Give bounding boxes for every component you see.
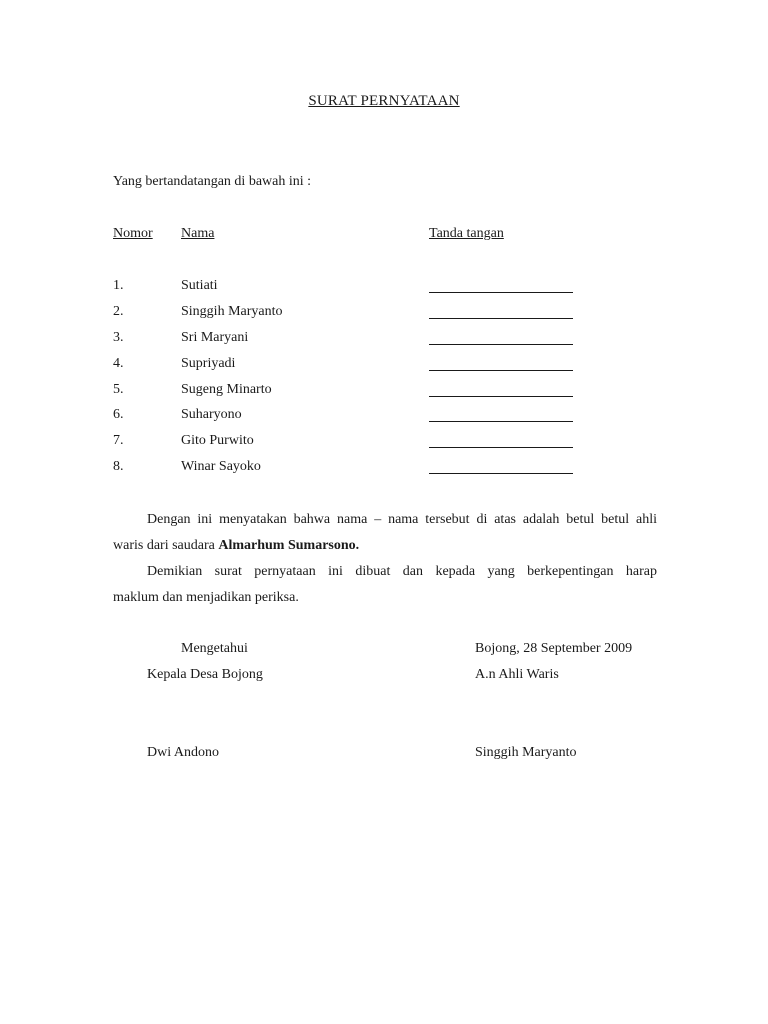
deceased-name: Almarhum Sumarsono.: [218, 538, 360, 553]
row-name: Singgih Maryanto: [181, 304, 283, 319]
village-head-name: Dwi Andono: [147, 745, 219, 760]
signature-line: [429, 370, 573, 371]
signature-line: [429, 344, 573, 345]
place-date: Bojong, 28 September 2009: [475, 641, 633, 656]
signature-line: [429, 421, 573, 422]
row-number: 7.: [113, 433, 124, 448]
header-number: Nomor: [113, 226, 153, 241]
intro-text: Yang bertandatangan di bawah ini :: [113, 174, 312, 189]
row-number: 1.: [113, 278, 124, 293]
statement-text: waris dari saudara: [113, 538, 219, 553]
statement-line-1: Dengan ini menyatakan bahwa nama – nama tersebut di atas adalah betul betul ahli: [147, 512, 657, 527]
row-name: Sri Maryani: [181, 330, 249, 345]
signature-line: [429, 447, 573, 448]
signature-line: [429, 473, 573, 474]
acknowledged-label: Mengetahui: [181, 641, 248, 656]
row-name: Winar Sayoko: [181, 459, 261, 474]
signature-line: [429, 396, 573, 397]
signature-line: [429, 318, 573, 319]
header-signature: Tanda tangan: [429, 226, 504, 241]
row-number: 6.: [113, 407, 124, 422]
row-name: Suharyono: [181, 407, 242, 422]
statement-line-2: [113, 533, 657, 559]
closing-line-2: maklum dan menjadikan periksa.: [113, 590, 299, 605]
row-number: 3.: [113, 330, 124, 345]
row-name: Sugeng Minarto: [181, 382, 272, 397]
row-number: 2.: [113, 304, 124, 319]
closing-line-1: Demikian surat pernyataan ini dibuat dan kepada yang berkepentingan harap: [147, 564, 657, 579]
row-number: 4.: [113, 356, 124, 371]
header-name: Nama: [181, 226, 215, 241]
row-name: Supriyadi: [181, 356, 236, 371]
statement-paragraph: [113, 507, 657, 559]
signature-line: [429, 292, 573, 293]
row-number: 8.: [113, 459, 124, 474]
row-number: 5.: [113, 382, 124, 397]
village-head-title: Kepala Desa Bojong: [147, 667, 263, 682]
heirs-representative-title: A.n Ahli Waris: [475, 667, 559, 682]
row-name: Sutiati: [181, 278, 218, 293]
row-name: Gito Purwito: [181, 433, 254, 448]
closing-paragraph: [113, 559, 657, 611]
document-title: SURAT PERNYATAAN: [308, 93, 460, 109]
heirs-representative-name: Singgih Maryanto: [475, 745, 577, 760]
